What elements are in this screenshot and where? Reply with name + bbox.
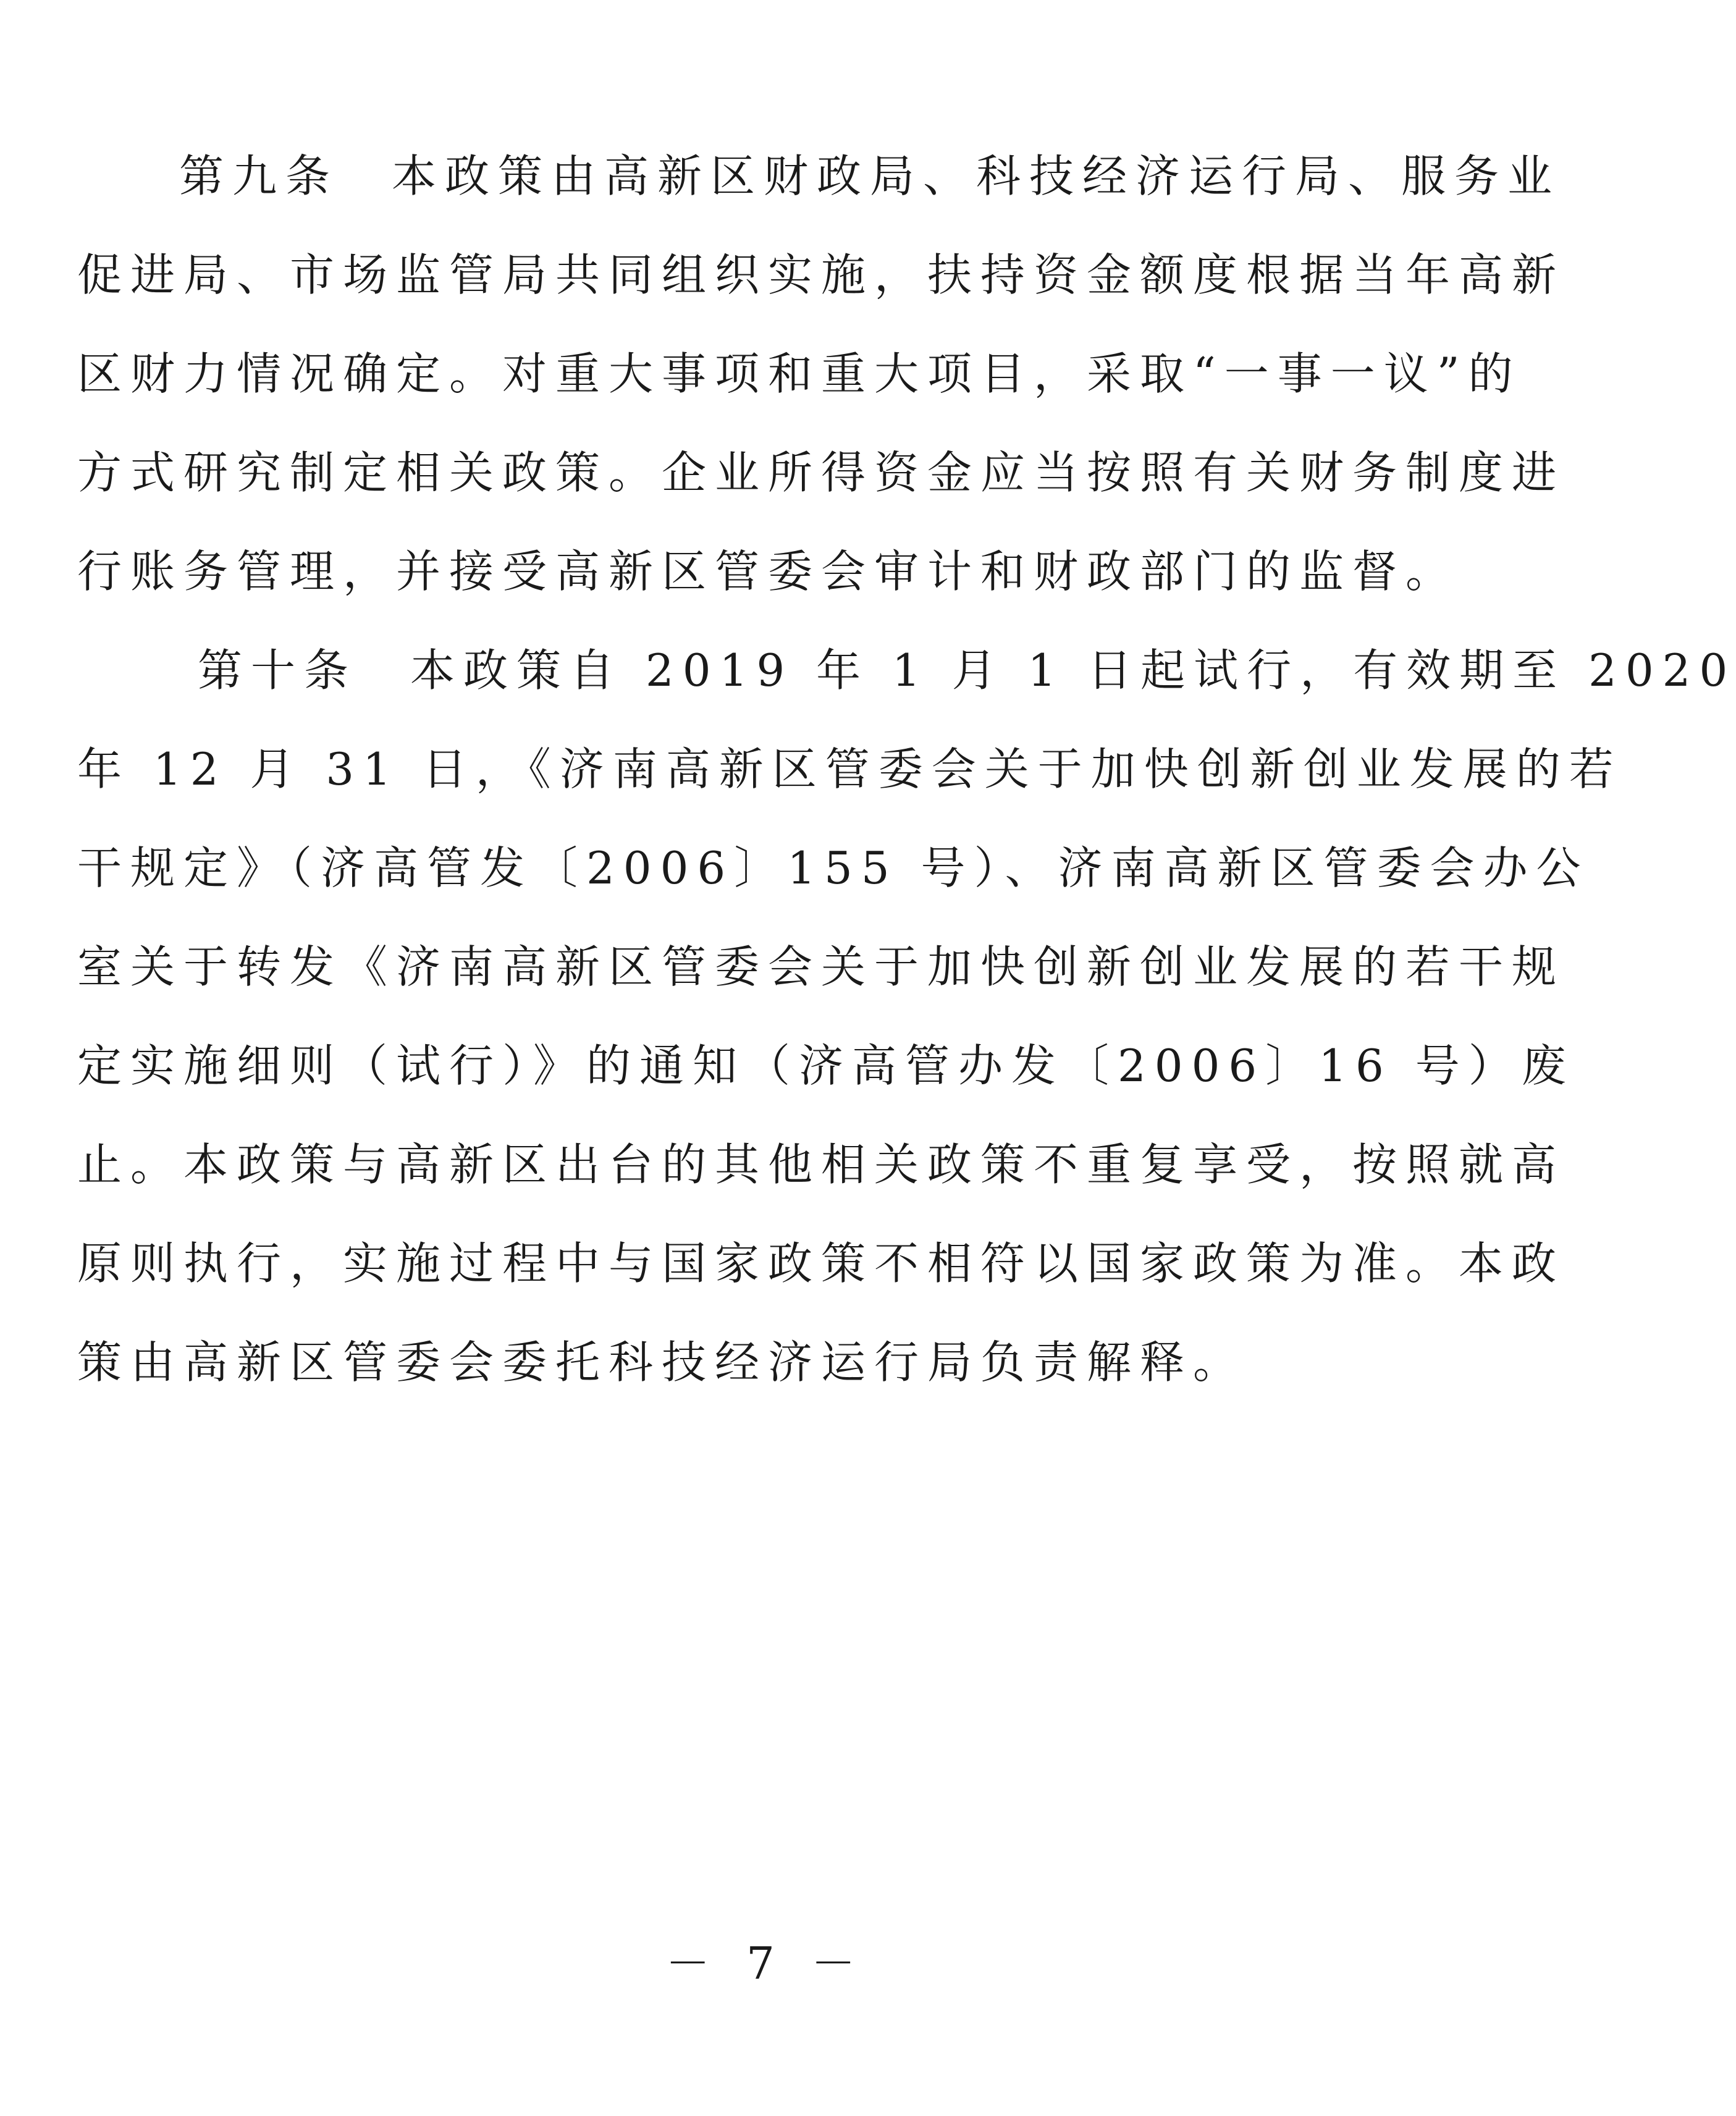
paragraph-line: 室关于转发《济南高新区管委会关于加快创新创业发展的若干规 (77, 941, 1565, 993)
article-9-paragraph (77, 127, 1565, 621)
page-number: － 7 － (665, 1937, 867, 1989)
paragraph-line: 年 12 月 31 日，《济南高新区管委会关于加快创新创业发展的若 (77, 743, 1622, 795)
document-body (77, 127, 1736, 1412)
paragraph-line: 行账务管理，并接受高新区管委会审计和财政部门的监督。 (77, 546, 1459, 597)
paragraph-line: 第九条 本政策由高新区财政局、科技经济运行局、服务业 (179, 150, 1561, 202)
paragraph-line: 促进局、市场监管局共同组织实施，扶持资金额度根据当年高新 (77, 249, 1565, 301)
paragraph-line: 干规定》（济高管发〔2006〕155 号）、济南高新区管委会办公 (77, 842, 1590, 894)
article-10-paragraph (77, 621, 1736, 1412)
paragraph-line: 区财力情况确定。对重大事项和重大项目，采取“一事一议”的 (77, 348, 1522, 400)
paragraph-line: 定实施细则（试行）》的通知（济高管办发〔2006〕16 号）废 (77, 1040, 1575, 1092)
paragraph-line: 策由高新区管委会委托科技经济运行局负责解释。 (77, 1336, 1247, 1388)
paragraph-line: 方式研究制定相关政策。企业所得资金应当按照有关财务制度进 (77, 447, 1565, 499)
paragraph-line: 第十条 本政策自 2019 年 1 月 1 日起试行，有效期至 2020 (198, 644, 1736, 696)
paragraph-line: 原则执行，实施过程中与国家政策不相符以国家政策为准。本政 (77, 1237, 1565, 1289)
paragraph-line: 止。本政策与高新区出台的其他相关政策不重复享受，按照就高 (77, 1139, 1565, 1191)
